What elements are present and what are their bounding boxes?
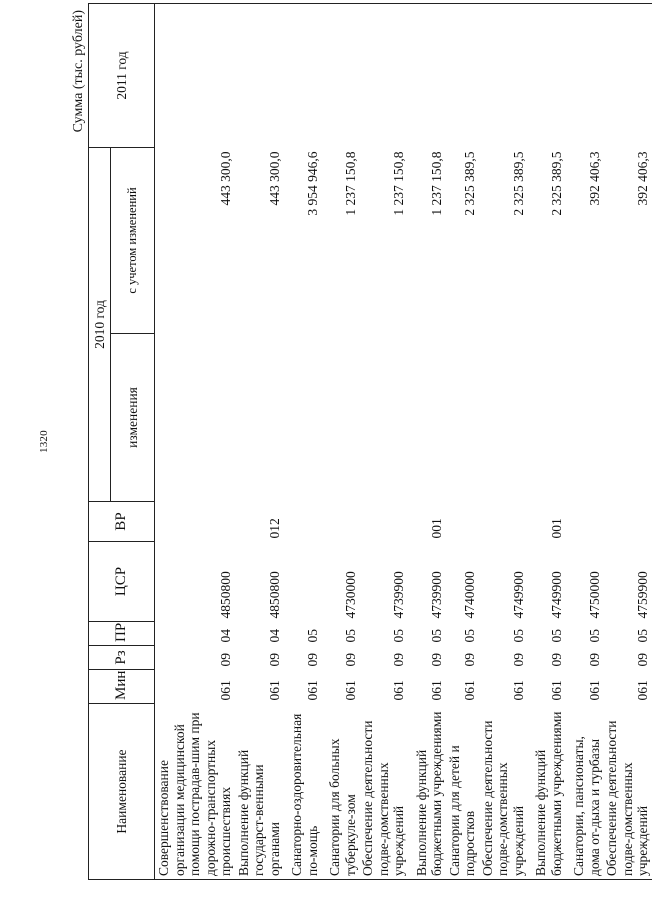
row-name: Совершенствование организации медицинской помощи пострадав-шим при дорожно-транспортных происшествиях (155, 704, 235, 880)
table-row (479, 4, 528, 880)
row-pr: 04 (218, 629, 234, 643)
row-csr: 4749900 (510, 571, 526, 619)
row-changes (527, 334, 565, 502)
row-csr: 4749900 (548, 571, 564, 619)
row-rz: 09 (266, 653, 282, 667)
row-rz: 09 (462, 653, 478, 667)
row-pr: 05 (548, 629, 564, 643)
row-name: Выполнение функций государст-венными органами (235, 704, 284, 880)
row-rz: 09 (391, 653, 407, 667)
table-row (235, 4, 284, 880)
row-changes (408, 334, 446, 502)
row-vr (359, 502, 408, 542)
row-2011 (603, 4, 652, 148)
row-name: Санатории для детей и подростков (446, 704, 479, 880)
row-pr: 04 (266, 629, 282, 643)
row-min: 061 (510, 680, 526, 701)
header-year-2010: 2010 год (89, 148, 111, 502)
table-row (603, 4, 652, 880)
row-csr: 4739900 (429, 571, 445, 619)
row-changes (446, 334, 479, 502)
row-rz: 09 (304, 653, 320, 667)
row-name: Выполнение функций бюджетными учреждениями (408, 704, 446, 880)
header-vr: ВР (89, 502, 155, 542)
row-with-changes: 2 325 389,5 (510, 151, 526, 216)
row-changes (565, 334, 603, 502)
row-min: 061 (304, 680, 320, 701)
row-name: Обеспечение деятельности подве-домственных учреждений (359, 704, 408, 880)
row-changes (283, 334, 321, 502)
row-with-changes: 392 406,3 (635, 151, 651, 206)
row-pr: 05 (462, 629, 478, 643)
table-row (408, 4, 446, 880)
row-pr: 05 (391, 629, 407, 643)
row-vr (446, 502, 479, 542)
row-vr (155, 502, 235, 542)
row-pr: 05 (586, 629, 602, 643)
row-vr (479, 502, 528, 542)
row-name: Обеспечение деятельности подве-домственных учреждений (479, 704, 528, 880)
budget-table (88, 3, 652, 880)
row-changes (603, 334, 652, 502)
amount-units-caption: Сумма (тыс. рублей) (71, 10, 86, 133)
row-with-changes: 443 300,0 (266, 151, 282, 206)
table-row (155, 4, 235, 880)
row-with-changes: 1 237 150,8 (429, 151, 445, 216)
row-with-changes: 2 325 389,5 (462, 151, 478, 216)
row-rz: 09 (218, 653, 234, 667)
row-rz: 09 (429, 653, 445, 667)
row-rz: 09 (342, 653, 358, 667)
row-with-changes: 3 954 946,6 (304, 151, 320, 216)
row-vr (283, 502, 321, 542)
row-changes (235, 334, 284, 502)
row-pr: 05 (635, 629, 651, 643)
row-name: Обеспечение деятельности подве-домственных учреждений (603, 704, 652, 880)
row-rz: 09 (635, 653, 651, 667)
header-pr: ПР (89, 622, 155, 646)
row-2011 (235, 4, 284, 148)
row-min: 061 (266, 680, 282, 701)
row-with-changes: 1 237 150,8 (342, 151, 358, 216)
row-2011 (359, 4, 408, 148)
header-csr: ЦСР (89, 542, 155, 622)
row-csr: 4759900 (635, 571, 651, 619)
header-rz: Рз (89, 646, 155, 670)
row-name: Санатории, пансионаты, дома от-дыха и турбазы (565, 704, 603, 880)
row-rz: 09 (586, 653, 602, 667)
table-row (527, 4, 565, 880)
row-with-changes: 2 325 389,5 (548, 151, 564, 216)
row-min: 061 (391, 680, 407, 701)
row-min: 061 (429, 680, 445, 701)
header-min: Мин (89, 670, 155, 704)
row-name: Санатории для больных туберкуле-зом (321, 704, 359, 880)
row-pr: 05 (304, 629, 320, 643)
row-csr: 4850800 (266, 571, 282, 619)
row-2011 (479, 4, 528, 148)
table-row (565, 4, 603, 880)
row-csr: 4739900 (391, 571, 407, 619)
header-year-2011: 2011 год (89, 4, 155, 148)
row-2011 (283, 4, 321, 148)
row-csr: 4730000 (342, 571, 358, 619)
row-name: Санаторно-оздоровительная по-мощь (283, 704, 321, 880)
row-csr (283, 542, 321, 622)
row-vr (565, 502, 603, 542)
row-changes (321, 334, 359, 502)
table-row (283, 4, 321, 880)
table-row (321, 4, 359, 880)
row-min: 061 (548, 680, 564, 701)
header-changes: изменения (111, 334, 155, 502)
row-changes (359, 334, 408, 502)
row-2011 (155, 4, 235, 148)
row-min: 061 (635, 680, 651, 701)
row-rz: 09 (548, 653, 564, 667)
row-with-changes: 1 237 150,8 (391, 151, 407, 216)
row-vr: 001 (548, 518, 564, 539)
page-number: 1320 (38, 430, 50, 453)
row-2011 (321, 4, 359, 148)
table-row (359, 4, 408, 880)
row-min: 061 (586, 680, 602, 701)
row-name: Выполнение функций бюджетными учреждениями (527, 704, 565, 880)
table-row (446, 4, 479, 880)
row-vr (321, 502, 359, 542)
row-csr: 4740000 (462, 571, 478, 619)
row-rz: 09 (510, 653, 526, 667)
row-csr: 4850800 (218, 571, 234, 619)
row-2011 (565, 4, 603, 148)
row-with-changes: 443 300,0 (218, 151, 234, 206)
row-2011 (446, 4, 479, 148)
row-min: 061 (462, 680, 478, 701)
row-vr (603, 502, 652, 542)
header-with-changes: с учетом изменений (111, 148, 155, 334)
row-vr: 001 (429, 518, 445, 539)
row-changes (479, 334, 528, 502)
row-2011 (527, 4, 565, 148)
row-vr: 012 (266, 518, 282, 539)
row-changes (155, 334, 235, 502)
row-with-changes: 392 406,3 (586, 151, 602, 206)
row-pr: 05 (510, 629, 526, 643)
row-pr: 05 (429, 629, 445, 643)
row-2011 (408, 4, 446, 148)
row-min: 061 (342, 680, 358, 701)
row-pr: 05 (342, 629, 358, 643)
header-name: Наименование (89, 704, 155, 880)
row-csr: 4750000 (586, 571, 602, 619)
row-min: 061 (218, 680, 234, 701)
